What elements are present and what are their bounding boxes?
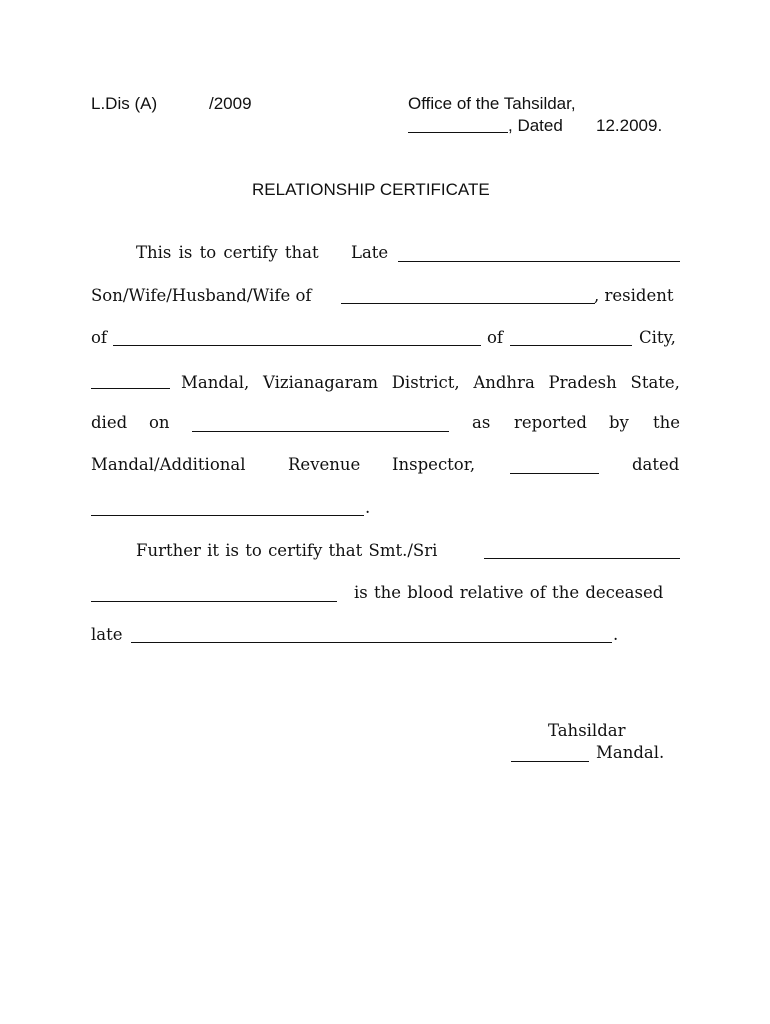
dated-label: , Dated bbox=[508, 116, 563, 135]
relation-text: Son/Wife/Husband/Wife of bbox=[91, 286, 312, 305]
state-word: State, bbox=[630, 373, 680, 392]
inspector-label: Inspector, bbox=[392, 455, 476, 474]
mandal-blank bbox=[91, 388, 170, 389]
certificate-title: RELATIONSHIP CERTIFICATE bbox=[252, 180, 490, 199]
city-blank bbox=[510, 345, 632, 346]
of-label: of bbox=[91, 328, 108, 347]
relative-name-blank bbox=[341, 303, 595, 304]
signature-mandal-blank bbox=[511, 761, 589, 762]
tahsildar-signature: Tahsildar bbox=[548, 721, 626, 740]
resident-text: , resident bbox=[594, 286, 674, 305]
state-name-1: Andhra bbox=[473, 373, 535, 392]
deceased-name-blank bbox=[398, 261, 680, 262]
reference-year: /2009 bbox=[209, 94, 252, 113]
dated-word: dated bbox=[632, 455, 680, 474]
period-1: . bbox=[365, 498, 371, 517]
report-number-blank bbox=[510, 473, 599, 474]
mandal-word: Mandal, bbox=[181, 373, 250, 392]
death-date-blank bbox=[192, 431, 449, 432]
died-label: died bbox=[91, 413, 128, 432]
period-2: . bbox=[613, 625, 619, 644]
district-word: District, bbox=[391, 373, 460, 392]
as-label: as bbox=[472, 413, 491, 432]
relative-name-blank-2 bbox=[484, 558, 680, 559]
late-label-2: late bbox=[91, 625, 123, 644]
reference-label: L.Dis (A) bbox=[91, 94, 158, 113]
revenue-label: Revenue bbox=[288, 455, 361, 474]
signature-mandal: Mandal. bbox=[596, 743, 665, 762]
address-blank bbox=[113, 345, 481, 346]
district-line bbox=[181, 373, 680, 392]
additional-label: Mandal/Additional bbox=[91, 455, 246, 474]
state-name-2: Pradesh bbox=[548, 373, 617, 392]
report-date-blank bbox=[91, 515, 364, 516]
district-name: Vizianagaram bbox=[263, 373, 378, 392]
reported-label: reported bbox=[514, 413, 587, 432]
the-label: the bbox=[653, 413, 681, 432]
late-label: Late bbox=[351, 243, 389, 262]
relative-name-blank-3 bbox=[91, 601, 337, 602]
dated-value: 12.2009. bbox=[596, 116, 663, 135]
by-label: by bbox=[609, 413, 629, 432]
blood-relative-text: is the blood relative of the deceased bbox=[354, 583, 664, 602]
city-label: City, bbox=[639, 328, 676, 347]
further-text: Further it is to certify that Smt./Sri bbox=[136, 541, 438, 560]
on-label: on bbox=[149, 413, 170, 432]
certify-text: This is to certify that bbox=[136, 243, 319, 262]
of-label-2: of bbox=[487, 328, 504, 347]
deceased-name-blank-2 bbox=[131, 642, 612, 643]
place-blank bbox=[408, 132, 508, 133]
office-title: Office of the Tahsildar, bbox=[408, 94, 576, 113]
